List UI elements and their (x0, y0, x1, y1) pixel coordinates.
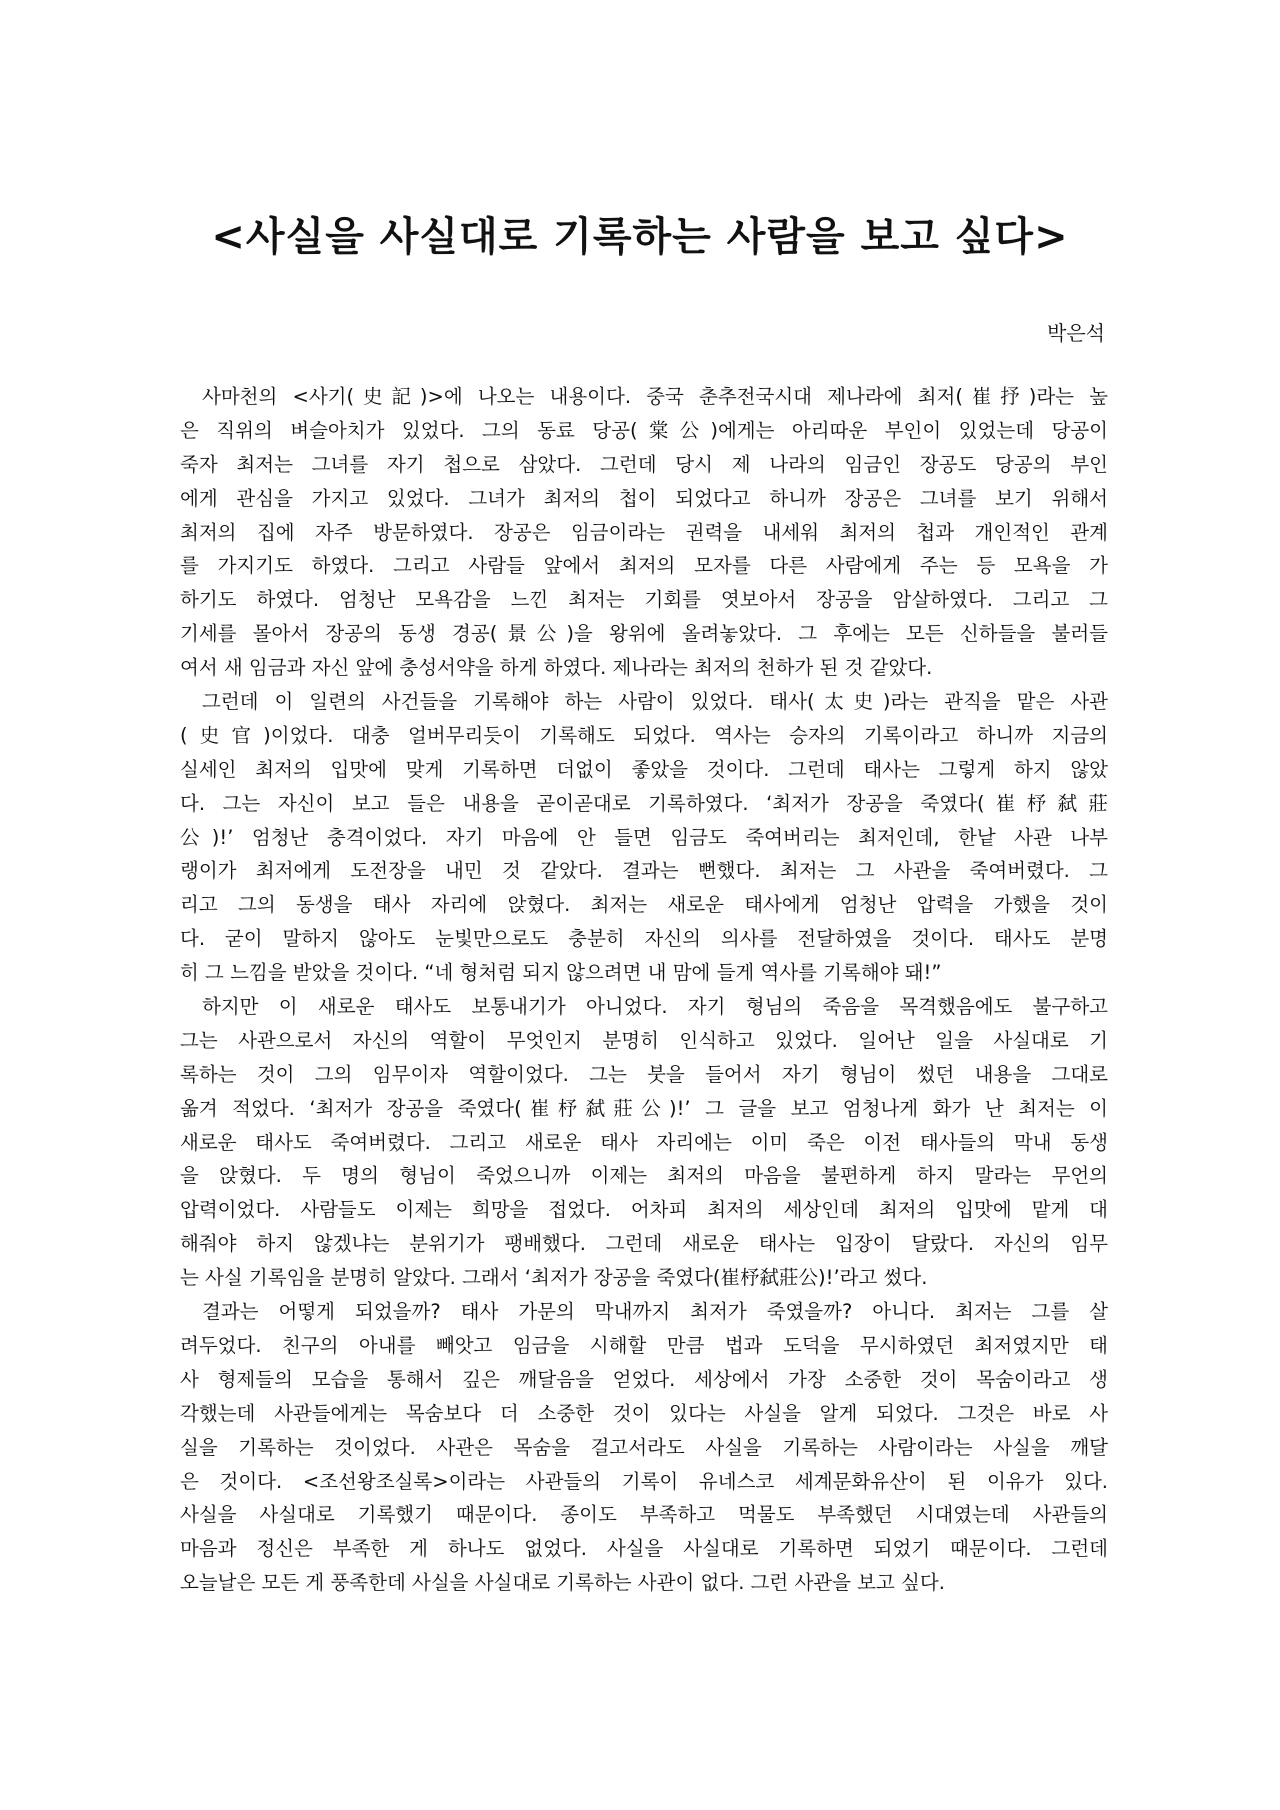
paragraph (180, 1295, 1108, 1600)
text-line: 해줘야 하지 않겠냐는 분위기가 팽배했다. 그런데 새로운 태사는 입장이 달랐다. 자신의 임무 (180, 1232, 1108, 1256)
author-name: 박은석 (1047, 321, 1105, 345)
text-line: (史官)이었다. 대충 얼버무리듯이 기록해도 되었다. 역사는 승자의 기록이라고 하니까 지금의 (180, 723, 1108, 747)
text-line: 를 가지기도 하였다. 그리고 사람들 앞에서 최저의 모자를 다른 사람에게 주는 등 모욕을 가 (180, 554, 1108, 578)
text-line: 려두었다. 친구의 아내를 빼앗고 임금을 시해할 만큼 법과 도덕을 무시하였던 최저였지만 태 (180, 1333, 1108, 1357)
text-line: 실을 기록하는 것이었다. 사관은 목숨을 걸고서라도 사실을 기록하는 사람이라는 사실을 깨달 (180, 1435, 1108, 1459)
text-line: 다. 그는 자신이 보고 들은 내용을 곧이곧대로 기록하였다. ‘최저가 장공을 죽였다(崔杼弑莊 (180, 791, 1108, 815)
text-line: 실세인 최저의 입맛에 맞게 기록하면 더없이 좋았을 것이다. 그런데 태사는 그렇게 하지 않았 (180, 757, 1108, 781)
text-line: 은 직위의 벼슬아치가 있었다. 그의 동료 당공(棠公)에게는 아리따운 부인이 있었는데 당공이 (180, 418, 1108, 442)
text-line: 사 형제들의 모습을 통해서 깊은 깨달음을 얻었다. 세상에서 가장 소중한 것이 목숨이라고 생 (180, 1367, 1108, 1391)
paragraph (180, 685, 1108, 990)
text-line: 하기도 하였다. 엄청난 모욕감을 느낀 최저는 기회를 엿보아서 장공을 암살하였다. 그리고 그 (180, 588, 1108, 612)
text-line: 압력이었다. 사람들도 이제는 희망을 접었다. 어차피 최저의 세상인데 최저의 입맛에 맡게 대 (180, 1198, 1108, 1222)
text-line: 에게 관심을 가지고 있었다. 그녀가 최저의 첩이 되었다고 하니까 장공은 그녀를 보기 위해서 (180, 486, 1108, 510)
text-line: 오늘날은 모든 게 풍족한데 사실을 사실대로 기록하는 사관이 없다. 그런 사관을 보고 싶다. (180, 1571, 945, 1595)
text-line: 기세를 몰아서 장공의 동생 경공(景公)을 왕위에 올려놓았다. 그 후에는 모든 신하들을 불러들 (180, 622, 1108, 646)
text-line: 리고 그의 동생을 태사 자리에 앉혔다. 최저는 새로운 태사에게 엄청난 압력을 가했을 것이 (180, 893, 1108, 917)
text-line: 公)!’ 엄청난 충격이었다. 자기 마음에 안 들면 임금도 죽여버리는 최저인데, 한낱 사관 나부 (180, 825, 1108, 849)
text-line: 다. 굳이 말하지 않아도 눈빛만으로도 충분히 자신의 의사를 전달하였을 것이다. 태사도 분명 (180, 927, 1108, 951)
text-line: 결과는 어떻게 되었을까? 태사 가문의 막내까지 최저가 죽였을까? 아니다. 최저는 그를 살 (202, 1300, 1108, 1324)
document-title: <사실을 사실대로 기록하는 사람을 보고 싶다> (211, 214, 1069, 260)
text-line: 최저의 집에 자주 방문하였다. 장공은 임금이라는 권력을 내세워 최저의 첩과 개인적인 관계 (180, 520, 1108, 544)
text-line: 랭이가 최저에게 도전장을 내민 것 같았다. 결과는 뻔했다. 최저는 그 사관을 죽여버렸다. 그 (180, 859, 1108, 883)
text-line: 히 그 느낌을 받았을 것이다. “네 형처럼 되지 않으려면 내 맘에 들게 역사를 기록해야 돼!” (180, 961, 942, 985)
text-line: 여서 새 임금과 자신 앞에 충성서약을 하게 하였다. 제나라는 최저의 천하가 된 것 같았다. (180, 656, 933, 680)
document-body (180, 380, 1108, 1600)
text-line: 사실을 사실대로 기록했기 때문이다. 종이도 부족하고 먹물도 부족했던 시대였는데 사관들의 (180, 1503, 1108, 1527)
paragraph (180, 380, 1108, 685)
text-line: 죽자 최저는 그녀를 자기 첩으로 삼았다. 그런데 당시 제 나라의 임금인 장공도 당공의 부인 (180, 452, 1108, 476)
text-line: 각했는데 사관들에게는 목숨보다 더 소중한 것이 있다는 사실을 알게 되었다. 그것은 바로 사 (180, 1401, 1108, 1425)
text-line: 그는 사관으로서 자신의 역할이 무엇인지 분명히 인식하고 있었다. 일어난 일을 사실대로 기 (180, 1028, 1108, 1052)
text-line: 사마천의 <사기(史記)>에 나오는 내용이다. 중국 춘추전국시대 제나라에 최저(崔抒)라는 높 (202, 385, 1108, 408)
text-line: 은 것이다. <조선왕조실록>이라는 사관들의 기록이 유네스코 세계문화유산이 된 이유가 있다. (180, 1469, 1108, 1493)
text-line: 새로운 태사도 죽여버렸다. 그리고 새로운 태사 자리에는 이미 죽은 이전 태사들의 막내 동생 (180, 1130, 1108, 1154)
text-line: 을 앉혔다. 두 명의 형님이 죽었으니까 이제는 최저의 마음을 불편하게 하지 말라는 무언의 (180, 1164, 1108, 1188)
paragraph (180, 990, 1108, 1295)
text-line: 하지만 이 새로운 태사도 보통내기가 아니었다. 자기 형님의 죽음을 목격했음에도 불구하고 (202, 995, 1108, 1019)
text-line: 록하는 것이 그의 임무이자 역할이었다. 그는 붓을 들어서 자기 형님이 썼던 내용을 그대로 (180, 1062, 1108, 1086)
text-line: 는 사실 기록임을 분명히 알았다. 그래서 ‘최저가 장공을 죽였다(崔杼弑莊公)!’라고 썼다. (180, 1266, 928, 1290)
text-line: 마음과 정신은 부족한 게 하나도 없었다. 사실을 사실대로 기록하면 되었기 때문이다. 그런데 (180, 1537, 1108, 1561)
text-line: 옮겨 적었다. ‘최저가 장공을 죽였다(崔杼弑莊公)!’ 그 글을 보고 엄청나게 화가 난 최저는 이 (180, 1096, 1108, 1120)
text-line: 그런데 이 일련의 사건들을 기록해야 하는 사람이 있었다. 태사(太史)라는 관직을 맡은 사관 (202, 690, 1108, 714)
